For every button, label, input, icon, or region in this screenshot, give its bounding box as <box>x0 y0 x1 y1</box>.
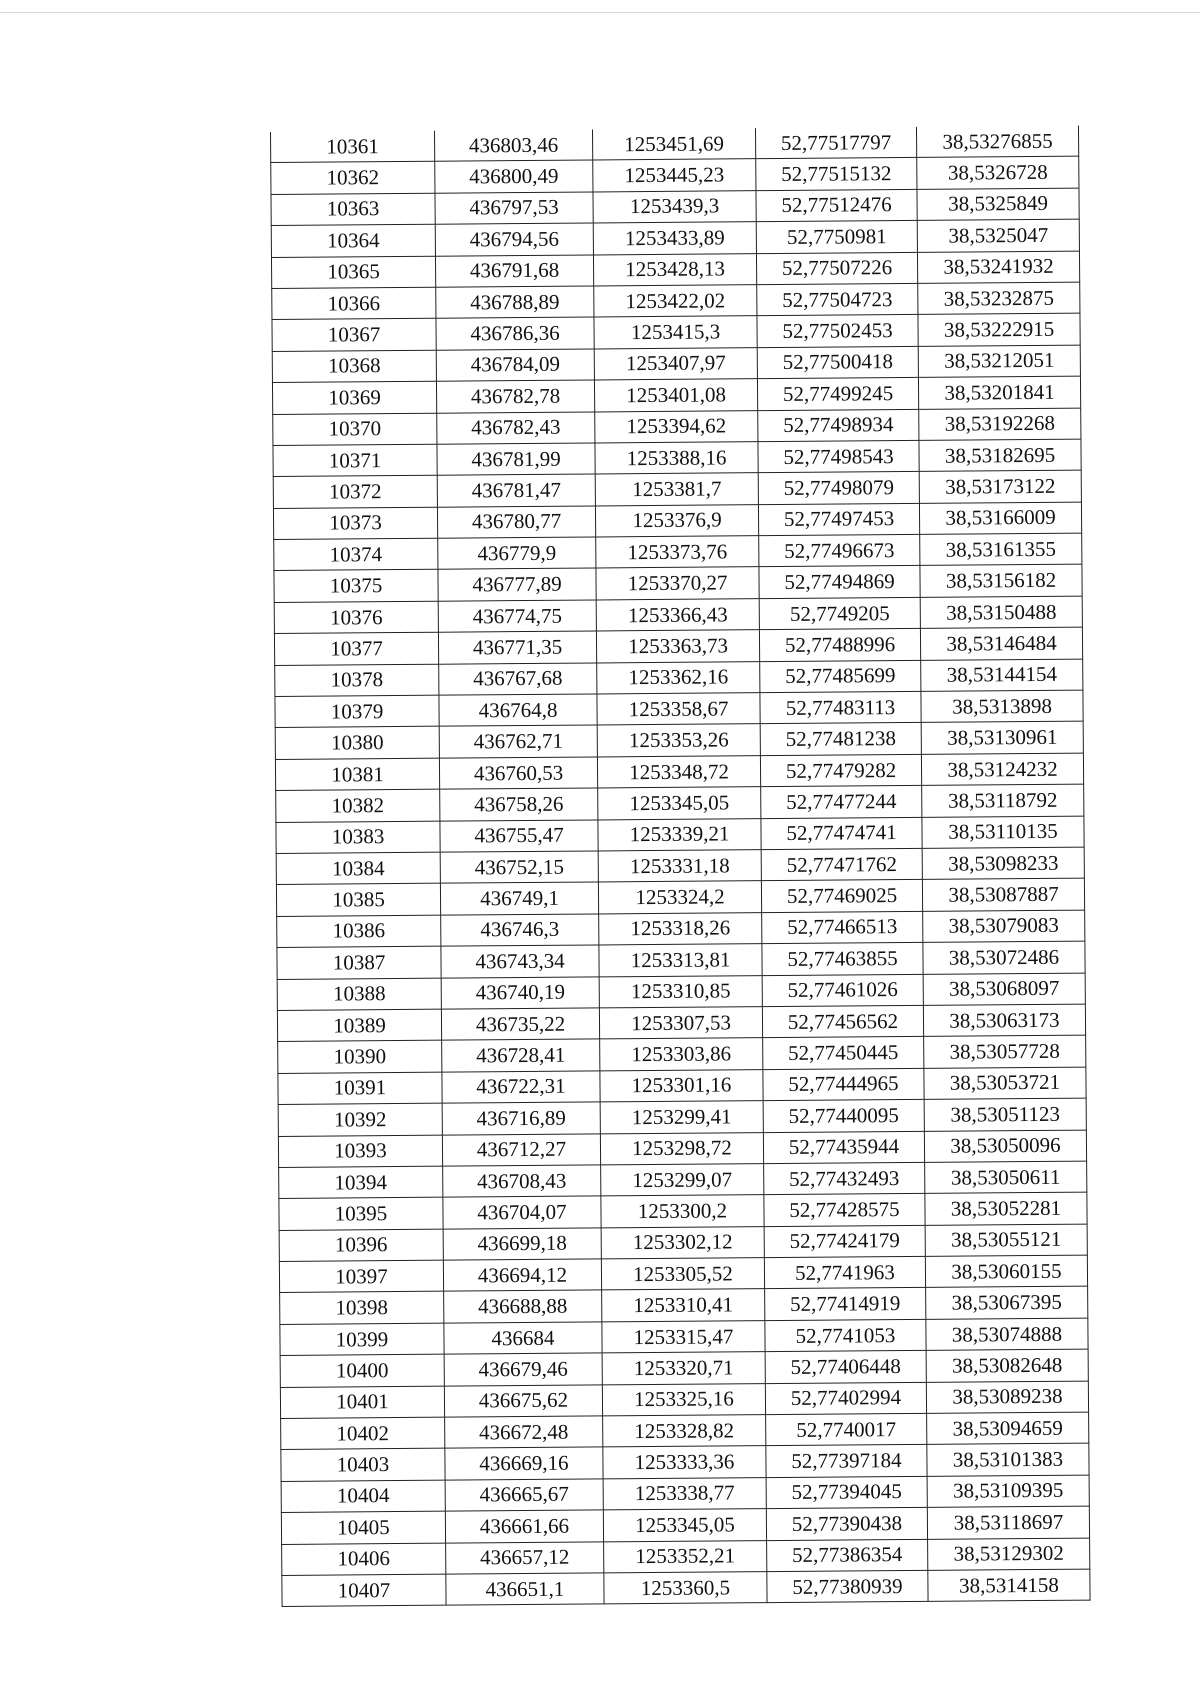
latitude-cell: 52,77463855 <box>762 943 923 976</box>
longitude-cell: 38,5314158 <box>928 1569 1090 1602</box>
longitude-cell: 38,53052281 <box>925 1192 1087 1225</box>
longitude-cell: 38,53050611 <box>925 1161 1087 1194</box>
x-coordinate-cell: 436800,49 <box>435 160 593 193</box>
y-coordinate-cell: 1253366,43 <box>596 599 759 632</box>
longitude-cell: 38,53144154 <box>921 659 1083 692</box>
x-coordinate-cell: 436684 <box>444 1322 602 1355</box>
y-coordinate-cell: 1253394,62 <box>595 410 758 443</box>
longitude-cell: 38,53212051 <box>918 345 1080 378</box>
longitude-cell: 38,53072486 <box>923 941 1085 974</box>
point-number-cell: 10378 <box>275 664 439 697</box>
y-coordinate-cell: 1253407,97 <box>594 347 757 380</box>
latitude-cell: 52,77512476 <box>756 189 917 222</box>
longitude-cell: 38,53129302 <box>928 1538 1090 1571</box>
latitude-cell: 52,7749205 <box>759 597 920 630</box>
y-coordinate-cell: 1253320,71 <box>602 1352 765 1385</box>
y-coordinate-cell: 1253401,08 <box>594 379 757 412</box>
latitude-cell: 52,77394045 <box>766 1476 927 1509</box>
point-number-cell: 10387 <box>277 946 441 979</box>
y-coordinate-cell: 1253352,21 <box>604 1540 767 1573</box>
y-coordinate-cell: 1253373,76 <box>596 536 759 569</box>
y-coordinate-cell: 1253415,3 <box>594 316 757 349</box>
latitude-cell: 52,7741053 <box>765 1319 926 1352</box>
x-coordinate-cell: 436746,3 <box>441 914 599 947</box>
x-coordinate-cell: 436661,66 <box>445 1510 603 1543</box>
point-number-cell: 10367 <box>272 319 436 352</box>
latitude-cell: 52,77435944 <box>763 1131 924 1164</box>
latitude-cell: 52,7741963 <box>764 1256 925 1289</box>
longitude-cell: 38,53063173 <box>923 1004 1085 1037</box>
x-coordinate-cell: 436672,48 <box>445 1416 603 1449</box>
y-coordinate-cell: 1253445,23 <box>593 159 756 192</box>
point-number-cell: 10386 <box>277 915 441 948</box>
x-coordinate-cell: 436708,43 <box>443 1165 601 1198</box>
y-coordinate-cell: 1253299,41 <box>600 1101 763 1134</box>
longitude-cell: 38,53053721 <box>924 1067 1086 1100</box>
point-number-cell: 10388 <box>277 978 441 1011</box>
point-number-cell: 10404 <box>281 1480 445 1513</box>
x-coordinate-cell: 436755,47 <box>440 820 598 853</box>
latitude-cell: 52,77477244 <box>761 786 922 819</box>
longitude-cell: 38,53156182 <box>920 565 1082 598</box>
y-coordinate-cell: 1253348,72 <box>597 755 760 788</box>
x-coordinate-cell: 436657,12 <box>446 1542 604 1575</box>
x-coordinate-cell: 436794,56 <box>435 223 593 256</box>
point-number-cell: 10374 <box>274 538 438 571</box>
y-coordinate-cell: 1253305,52 <box>601 1258 764 1291</box>
latitude-cell: 52,77432493 <box>764 1162 925 1195</box>
longitude-cell: 38,53118792 <box>922 784 1084 817</box>
point-number-cell: 10391 <box>278 1072 442 1105</box>
x-coordinate-cell: 436784,09 <box>436 349 594 382</box>
x-coordinate-cell: 436699,18 <box>443 1228 601 1261</box>
y-coordinate-cell: 1253345,05 <box>603 1509 766 1542</box>
longitude-cell: 38,53074888 <box>926 1318 1088 1351</box>
x-coordinate-cell: 436722,31 <box>442 1071 600 1104</box>
y-coordinate-cell: 1253338,77 <box>603 1477 766 1510</box>
latitude-cell: 52,77469025 <box>761 880 922 913</box>
x-coordinate-cell: 436735,22 <box>441 1008 599 1041</box>
latitude-cell: 52,77474741 <box>761 817 922 850</box>
y-coordinate-cell: 1253318,26 <box>599 912 762 945</box>
x-coordinate-cell: 436679,46 <box>444 1353 602 1386</box>
x-coordinate-cell: 436762,71 <box>439 725 597 758</box>
longitude-cell: 38,5326728 <box>917 157 1079 190</box>
latitude-cell: 52,77406448 <box>765 1351 926 1384</box>
x-coordinate-cell: 436740,19 <box>441 976 599 1009</box>
table-row <box>282 1569 1090 1607</box>
y-coordinate-cell: 1253376,9 <box>595 504 758 537</box>
latitude-cell: 52,77504723 <box>757 283 918 316</box>
coordinates-table <box>270 126 1091 1608</box>
latitude-cell: 52,77397184 <box>766 1445 927 1478</box>
x-coordinate-cell: 436704,07 <box>443 1196 601 1229</box>
x-coordinate-cell: 436780,77 <box>437 506 595 539</box>
latitude-cell: 52,77386354 <box>767 1539 928 1572</box>
y-coordinate-cell: 1253362,16 <box>597 661 760 694</box>
point-number-cell: 10371 <box>273 444 437 477</box>
x-coordinate-cell: 436782,43 <box>437 411 595 444</box>
longitude-cell: 38,53124232 <box>921 753 1083 786</box>
x-coordinate-cell: 436749,1 <box>440 882 598 915</box>
point-number-cell: 10401 <box>280 1386 444 1419</box>
y-coordinate-cell: 1253315,47 <box>602 1320 765 1353</box>
longitude-cell: 38,53094659 <box>927 1412 1089 1445</box>
longitude-cell: 38,53161355 <box>920 533 1082 566</box>
longitude-cell: 38,53089238 <box>926 1381 1088 1414</box>
x-coordinate-cell: 436665,67 <box>445 1479 603 1512</box>
latitude-cell: 52,77466513 <box>762 911 923 944</box>
point-number-cell: 10370 <box>273 413 437 446</box>
x-coordinate-cell: 436803,46 <box>434 129 592 161</box>
latitude-cell: 52,77424179 <box>764 1225 925 1258</box>
point-number-cell: 10362 <box>271 162 435 195</box>
latitude-cell: 52,77461026 <box>762 974 923 1007</box>
y-coordinate-cell: 1253300,2 <box>601 1195 764 1228</box>
latitude-cell: 52,7740017 <box>766 1413 927 1446</box>
y-coordinate-cell: 1253310,41 <box>602 1289 765 1322</box>
longitude-cell: 38,53166009 <box>919 502 1081 535</box>
longitude-cell: 38,53050096 <box>924 1130 1086 1163</box>
latitude-cell: 52,77498543 <box>758 440 919 473</box>
latitude-cell: 52,77496673 <box>759 534 920 567</box>
x-coordinate-cell: 436752,15 <box>440 851 598 884</box>
longitude-cell: 38,53110135 <box>922 816 1084 849</box>
point-number-cell: 10392 <box>278 1103 442 1136</box>
x-coordinate-cell: 436716,89 <box>442 1102 600 1135</box>
x-coordinate-cell: 436791,68 <box>435 255 593 288</box>
longitude-cell: 38,5325849 <box>917 188 1079 221</box>
y-coordinate-cell: 1253428,13 <box>593 253 756 286</box>
y-coordinate-cell: 1253353,26 <box>597 724 760 757</box>
point-number-cell: 10376 <box>274 601 438 634</box>
latitude-cell: 52,7750981 <box>756 221 917 254</box>
y-coordinate-cell: 1253360,5 <box>604 1572 767 1605</box>
longitude-cell: 38,53192268 <box>919 408 1081 441</box>
point-number-cell: 10390 <box>278 1041 442 1074</box>
x-coordinate-cell: 436758,26 <box>440 788 598 821</box>
longitude-cell: 38,53067395 <box>926 1287 1088 1320</box>
x-coordinate-cell: 436771,35 <box>438 631 596 664</box>
y-coordinate-cell: 1253324,2 <box>598 881 761 914</box>
point-number-cell: 10394 <box>279 1166 443 1199</box>
x-coordinate-cell: 436712,27 <box>442 1133 600 1166</box>
longitude-cell: 38,53146484 <box>920 627 1082 660</box>
longitude-cell: 38,53241932 <box>917 251 1079 284</box>
point-number-cell: 10385 <box>276 884 440 917</box>
longitude-cell: 38,5313898 <box>921 690 1083 723</box>
y-coordinate-cell: 1253333,36 <box>603 1446 766 1479</box>
latitude-cell: 52,77485699 <box>760 660 921 693</box>
point-number-cell: 10384 <box>276 852 440 885</box>
point-number-cell: 10389 <box>277 1009 441 1042</box>
longitude-cell: 38,53060155 <box>925 1255 1087 1288</box>
x-coordinate-cell: 436760,53 <box>439 757 597 790</box>
point-number-cell: 10407 <box>282 1574 446 1607</box>
point-number-cell: 10393 <box>278 1135 442 1168</box>
point-number-cell: 10396 <box>279 1229 443 1262</box>
y-coordinate-cell: 1253307,53 <box>599 1007 762 1040</box>
y-coordinate-cell: 1253325,16 <box>602 1383 765 1416</box>
latitude-cell: 52,77471762 <box>761 848 922 881</box>
y-coordinate-cell: 1253331,18 <box>598 850 761 883</box>
latitude-cell: 52,77483113 <box>760 691 921 724</box>
longitude-cell: 38,53098233 <box>922 847 1084 880</box>
point-number-cell: 10381 <box>275 758 439 791</box>
y-coordinate-cell: 1253370,27 <box>596 567 759 600</box>
x-coordinate-cell: 436675,62 <box>444 1385 602 1418</box>
longitude-cell: 38,53109395 <box>927 1475 1089 1508</box>
y-coordinate-cell: 1253313,81 <box>599 944 762 977</box>
longitude-cell: 38,53068097 <box>923 973 1085 1006</box>
latitude-cell: 52,77479282 <box>760 754 921 787</box>
point-number-cell: 10373 <box>273 507 437 540</box>
latitude-cell: 52,77507226 <box>756 252 917 285</box>
point-number-cell: 10375 <box>274 570 438 603</box>
x-coordinate-cell: 436767,68 <box>439 663 597 696</box>
point-number-cell: 10397 <box>279 1260 443 1293</box>
longitude-cell: 38,53232875 <box>918 282 1080 315</box>
latitude-cell: 52,77488996 <box>759 629 920 662</box>
x-coordinate-cell: 436764,8 <box>439 694 597 727</box>
latitude-cell: 52,77494869 <box>759 566 920 599</box>
y-coordinate-cell: 1253345,05 <box>598 787 761 820</box>
x-coordinate-cell: 436743,34 <box>441 945 599 978</box>
x-coordinate-cell: 436788,89 <box>436 286 594 319</box>
longitude-cell: 38,53082648 <box>926 1349 1088 1382</box>
point-number-cell: 10398 <box>280 1292 444 1325</box>
y-coordinate-cell: 1253451,69 <box>592 128 755 160</box>
y-coordinate-cell: 1253303,86 <box>600 1038 763 1071</box>
longitude-cell: 38,53055121 <box>925 1224 1087 1257</box>
latitude-cell: 52,77390438 <box>766 1508 927 1541</box>
longitude-cell: 38,53057728 <box>924 1035 1086 1068</box>
point-number-cell: 10382 <box>276 789 440 822</box>
y-coordinate-cell: 1253339,21 <box>598 818 761 851</box>
point-number-cell: 10364 <box>271 224 435 257</box>
latitude-cell: 52,77450445 <box>763 1037 924 1070</box>
y-coordinate-cell: 1253302,12 <box>601 1226 764 1259</box>
y-coordinate-cell: 1253388,16 <box>595 442 758 475</box>
latitude-cell: 52,77380939 <box>767 1570 928 1603</box>
x-coordinate-cell: 436694,12 <box>443 1259 601 1292</box>
longitude-cell: 38,53276855 <box>916 126 1078 158</box>
latitude-cell: 52,77497453 <box>758 503 919 536</box>
x-coordinate-cell: 436797,53 <box>435 192 593 225</box>
longitude-cell: 38,53051123 <box>924 1098 1086 1131</box>
point-number-cell: 10405 <box>281 1511 445 1544</box>
latitude-cell: 52,77517797 <box>755 127 916 159</box>
x-coordinate-cell: 436777,89 <box>438 568 596 601</box>
latitude-cell: 52,77481238 <box>760 723 921 756</box>
latitude-cell: 52,77456562 <box>762 1005 923 1038</box>
latitude-cell: 52,77499245 <box>757 378 918 411</box>
point-number-cell: 10379 <box>275 695 439 728</box>
point-number-cell: 10400 <box>280 1354 444 1387</box>
y-coordinate-cell: 1253299,07 <box>601 1164 764 1197</box>
y-coordinate-cell: 1253328,82 <box>603 1415 766 1448</box>
point-number-cell: 10365 <box>271 256 435 289</box>
longitude-cell: 38,53130961 <box>921 722 1083 755</box>
latitude-cell: 52,77502453 <box>757 315 918 348</box>
longitude-cell: 38,53222915 <box>918 313 1080 346</box>
longitude-cell: 38,53182695 <box>919 439 1081 472</box>
longitude-cell: 38,53173122 <box>919 470 1081 503</box>
y-coordinate-cell: 1253439,3 <box>593 190 756 223</box>
point-number-cell: 10383 <box>276 821 440 854</box>
x-coordinate-cell: 436786,36 <box>436 317 594 350</box>
latitude-cell: 52,77515132 <box>756 158 917 191</box>
x-coordinate-cell: 436688,88 <box>444 1290 602 1323</box>
longitude-cell: 38,53079083 <box>923 910 1085 943</box>
point-number-cell: 10406 <box>282 1543 446 1576</box>
point-number-cell: 10380 <box>275 727 439 760</box>
point-number-cell: 10402 <box>281 1417 445 1450</box>
point-number-cell: 10361 <box>270 131 434 163</box>
longitude-cell: 38,5325047 <box>917 219 1079 252</box>
x-coordinate-cell: 436781,99 <box>437 443 595 476</box>
coordinates-table-body <box>270 126 1090 1607</box>
y-coordinate-cell: 1253301,16 <box>600 1069 763 1102</box>
x-coordinate-cell: 436782,78 <box>436 380 594 413</box>
latitude-cell: 52,77428575 <box>764 1194 925 1227</box>
longitude-cell: 38,53087887 <box>922 879 1084 912</box>
point-number-cell: 10366 <box>272 287 436 320</box>
longitude-cell: 38,53118697 <box>927 1506 1089 1539</box>
x-coordinate-cell: 436651,1 <box>446 1573 604 1606</box>
point-number-cell: 10369 <box>272 381 436 414</box>
point-number-cell: 10363 <box>271 193 435 226</box>
longitude-cell: 38,53201841 <box>918 376 1080 409</box>
latitude-cell: 52,77444965 <box>763 1068 924 1101</box>
latitude-cell: 52,77440095 <box>763 1100 924 1133</box>
point-number-cell: 10395 <box>279 1197 443 1230</box>
y-coordinate-cell: 1253298,72 <box>600 1132 763 1165</box>
x-coordinate-cell: 436728,41 <box>442 1039 600 1072</box>
point-number-cell: 10372 <box>273 475 437 508</box>
point-number-cell: 10368 <box>272 350 436 383</box>
x-coordinate-cell: 436781,47 <box>437 474 595 507</box>
x-coordinate-cell: 436779,9 <box>438 537 596 570</box>
point-number-cell: 10399 <box>280 1323 444 1356</box>
point-number-cell: 10377 <box>274 632 438 665</box>
latitude-cell: 52,77498934 <box>758 409 919 442</box>
point-number-cell: 10403 <box>281 1449 445 1482</box>
y-coordinate-cell: 1253358,67 <box>597 693 760 726</box>
latitude-cell: 52,77500418 <box>757 346 918 379</box>
x-coordinate-cell: 436669,16 <box>445 1447 603 1480</box>
longitude-cell: 38,53150488 <box>920 596 1082 629</box>
y-coordinate-cell: 1253433,89 <box>593 222 756 255</box>
y-coordinate-cell: 1253310,85 <box>599 975 762 1008</box>
longitude-cell: 38,53101383 <box>927 1444 1089 1477</box>
latitude-cell: 52,77498079 <box>758 472 919 505</box>
latitude-cell: 52,77402994 <box>765 1382 926 1415</box>
y-coordinate-cell: 1253381,7 <box>595 473 758 506</box>
x-coordinate-cell: 436774,75 <box>438 600 596 633</box>
y-coordinate-cell: 1253422,02 <box>594 285 757 318</box>
latitude-cell: 52,77414919 <box>765 1288 926 1321</box>
y-coordinate-cell: 1253363,73 <box>596 630 759 663</box>
